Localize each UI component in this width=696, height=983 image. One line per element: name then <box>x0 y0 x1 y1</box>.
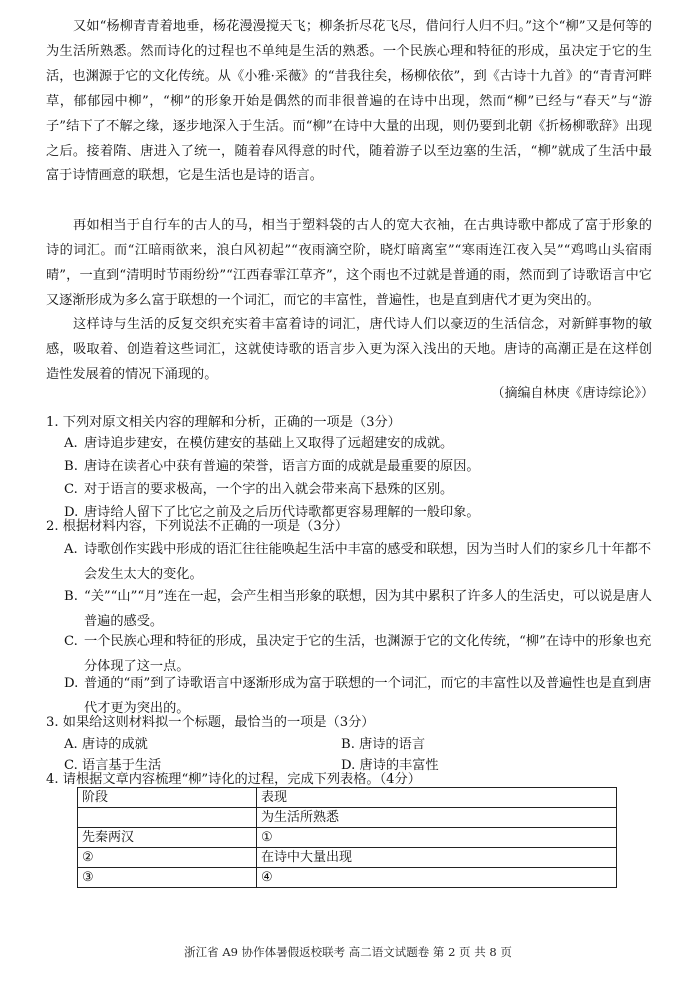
passage-paragraph-2: 再如相当于自行车的古人的马，相当于塑料袋的古人的宽大衣袖，在古典诗歌中都成了富于形象的诗的词汇。而“江暗雨欲来，浪白风初起”“夜雨滴空阶，晓灯暗离室”“寒雨连江夜入吴”“鸡鸣山头宿雨晴”，一直到“清明时节雨纷纷”“江西春霏江草齐”，这个雨也不过就是普通的雨，然而到了诗歌语言中它又逐渐形成为多么富于联想的一个词汇，而它的丰富性，普遍性，也是直到唐代才更为突出的。 <box>46 218 652 308</box>
table-cell[interactable]: ① <box>257 828 617 848</box>
passage-paragraph-3: 这样诗与生活的反复交织充实着丰富着诗的词汇，唐代诗人们以豪迈的生活信念，对新鲜事物的敏感，吸取着、创造着这些词汇，这就使诗歌的语言步入更为深入浅出的天地。唐诗的高潮正是在这样创造性发展着的情况下涌现的。 <box>46 317 652 382</box>
option-label: D. <box>64 505 79 520</box>
table-row <box>78 828 617 848</box>
question-2-option-b <box>64 584 654 634</box>
option-text: 普通的“雨”到了诗歌语言中逐渐形成为富于联想的一个词汇，而它的丰富性以及普遍性也是直到唐代才更为突出的。 <box>84 676 652 716</box>
page-footer: 浙江省 A9 协作体暑假返校联考 高二语文试题卷 第 2 页 共 8 页 <box>184 945 512 959</box>
table-cell: 先秦两汉 <box>78 828 257 848</box>
option-label: C. <box>64 758 78 773</box>
option-label: A. <box>64 542 78 557</box>
question-4-stem: 4. 请根据文章内容梳理“柳”诗化的过程，完成下列表格。（4分） <box>46 772 421 787</box>
option-label: A. <box>64 436 78 451</box>
option-text: 一个民族心理和特征的形成，虽决定于它的生活，也渊源于它的文化传统，“柳”在诗中的形象也充分体现了这一点。 <box>84 634 652 674</box>
option-label: D. <box>64 676 79 691</box>
option-text: 唐诗的丰富性 <box>359 758 439 773</box>
option-text: 唐诗的语言 <box>359 737 426 752</box>
table-row <box>78 808 617 828</box>
question-1-option-b <box>64 454 654 479</box>
table-cell[interactable]: ③ <box>78 868 257 888</box>
table-header-cell: 阶段 <box>78 788 257 808</box>
option-label: B. <box>64 589 78 604</box>
table-header-cell: 表现 <box>257 788 617 808</box>
option-label: C. <box>64 482 78 497</box>
option-text: “关”“山”“月”连在一起，会产生相当形象的联想，因为其中累积了许多人的生活史，可以说是唐人普遍的感受。 <box>84 589 652 629</box>
option-text: 唐诗给人留下了比它之前及之后历代诗歌都更容易理解的一般印象。 <box>84 505 480 520</box>
question-1-option-a <box>64 431 654 456</box>
table-row <box>78 868 617 888</box>
option-label: A. <box>64 737 78 752</box>
question-3-option-b <box>341 734 425 756</box>
option-text: 唐诗追步建安，在模仿建安的基础上又取得了远超建安的成就。 <box>84 436 454 451</box>
question-2-stem: 2. 根据材料内容，下列说法不正确的一项是（3分） <box>46 519 349 534</box>
option-text: 诗歌创作实践中形成的语汇往往能唤起生活中丰富的感受和联想，因为当时人们的家乡几十年都不会发生太大的变化。 <box>84 542 652 582</box>
table-row <box>78 848 617 868</box>
question-1-option-c <box>64 477 654 502</box>
option-label: C. <box>64 634 78 649</box>
option-text: 唐诗在读者心中获有普遍的荣誉，语言方面的成就是最重要的原因。 <box>84 459 480 474</box>
table-header-row <box>78 788 617 808</box>
table-cell: 为生活所熟悉 <box>257 808 617 828</box>
passage-source: （摘编自林庚《唐诗综论》） <box>491 386 654 401</box>
table-cell: 在诗中大量出现 <box>257 848 617 868</box>
option-text: 唐诗的成就 <box>81 737 148 752</box>
option-label: B. <box>64 459 78 474</box>
question-1-stem: 1. 下列对原文相关内容的理解和分析，正确的一项是（3分） <box>46 415 401 430</box>
table-cell[interactable] <box>78 808 257 828</box>
passage-paragraph-1: 又如“杨柳青青着地垂，杨花漫漫搅天飞；柳条折尽花飞尽，借问行人归不归。”这个“柳”又是何等的为生活所熟悉。然而诗化的过程也不单纯是生活的熟悉。一个民族心理和特征的形成，虽决定于它的生活，也渊源于它的文化传统。从《小雅·采薇》的“昔我往矣，杨柳依依”，到《古诗十九首》的“青青河畔草，郁郁园中柳”，“柳”的形象开始是偶然的而非很普遍的在诗中出现，然而“柳”已经与“春天”与“游子”结下了不解之缘，逐步地深入于生活。而“柳”在诗中大量的出现，则仍要到北朝《折杨柳歌辞》出现之后。接着隋、唐进入了统一，随着春风得意的时代，随着游子以至边塞的生活，“柳”就成了生活中最富于诗情画意的联想，它是生活也是诗的语言。 <box>46 19 652 184</box>
answer-table <box>77 787 617 888</box>
question-3-stem: 3. 如果给这则材料拟一个标题，最恰当的一项是（3分） <box>46 715 375 730</box>
option-text: 语言基于生活 <box>82 758 162 773</box>
question-2-option-a <box>64 537 654 587</box>
option-label: B. <box>341 737 355 752</box>
table-cell[interactable]: ④ <box>257 868 617 888</box>
option-label: D. <box>341 758 356 773</box>
table-cell[interactable]: ② <box>78 848 257 868</box>
option-text: 对于语言的要求极高，一个字的出入就会带来高下悬殊的区别。 <box>84 482 454 497</box>
question-3-option-a <box>64 734 148 756</box>
